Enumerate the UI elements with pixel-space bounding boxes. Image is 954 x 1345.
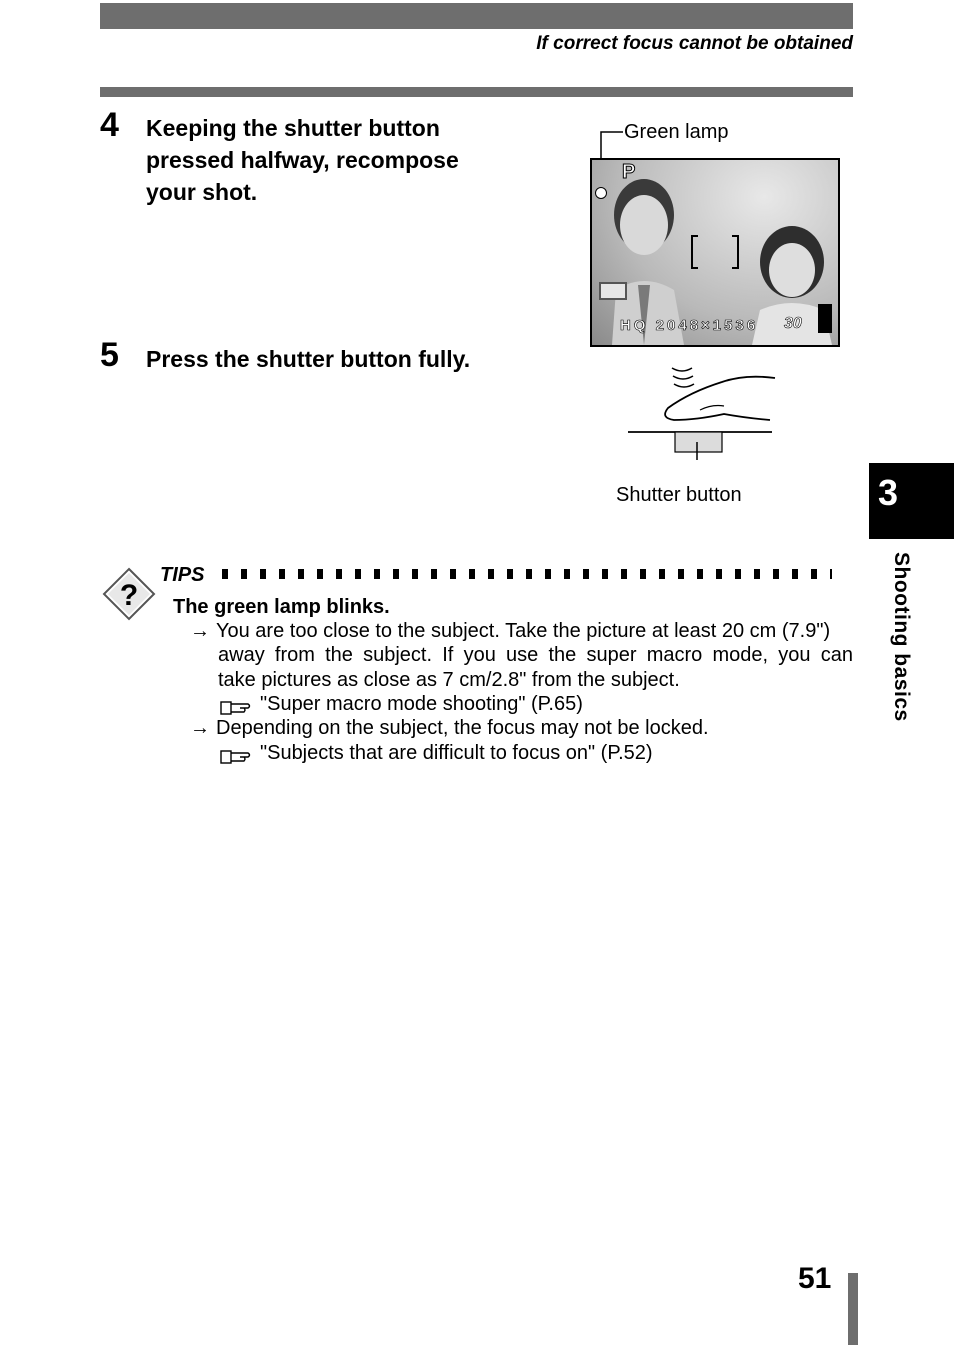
chapter-title: Shooting basics [890,552,913,722]
frames-remaining: 30 [784,315,802,332]
chapter-number: 3 [878,472,899,513]
tip-item-1-line: take pictures as close as 7 cm/2.8" from the subject. [218,669,680,691]
shutter-button-label: Shutter button [616,484,742,506]
step-4-text [146,112,459,208]
header-bar [100,3,853,29]
tip-item-2-line: Depending on the subject, the focus may not be locked. [216,717,709,739]
camera-monitor-photo [590,158,840,347]
header-rule [100,87,853,97]
tip-item-1-reference: "Super macro mode shooting" (P.65) [260,693,583,715]
tip-item-1-line: away from the subject. If you use the super macro mode, you can [218,644,853,666]
section-title: If correct focus cannot be obtained [536,33,853,54]
memory-gauge [818,304,832,333]
green-lamp-label: Green lamp [624,121,729,143]
step-5-line: Press the shutter button fully. [146,346,471,372]
page-marker-bar [848,1273,858,1345]
step-4-line: Keeping the shutter button [146,115,440,141]
step-5-text [146,343,470,375]
mode-indicator: P [622,161,636,183]
record-info: HQ 2048×1536 [620,317,759,334]
reference-hand-icon [220,745,254,765]
tip-item-1-arrow: → [190,620,210,642]
tip-heading: The green lamp blinks. [173,596,390,618]
question-icon [102,567,156,621]
tips-dotted-rule [222,569,832,579]
reference-hand-icon [220,696,254,716]
step-4-line: your shot. [146,179,258,205]
step-4-line: pressed halfway, recompose [146,147,459,173]
af-target-mark [690,234,740,270]
step-5-number: 5 [100,336,119,374]
shutter-press-illustration [620,360,790,460]
tip-item-2-arrow: → [190,717,210,739]
tip-item-2-reference: "Subjects that are difficult to focus on" (P.52) [260,742,653,764]
page-number: 51 [798,1262,832,1295]
tip-item-1-line: You are too close to the subject. Take the picture at least 20 cm (7.9") [216,620,831,642]
step-4-number: 4 [100,106,119,144]
green-lamp-indicator [595,187,607,199]
battery-icon [599,282,627,300]
svg-text:?: ? [119,579,139,612]
tips-label: TIPS [160,564,205,586]
